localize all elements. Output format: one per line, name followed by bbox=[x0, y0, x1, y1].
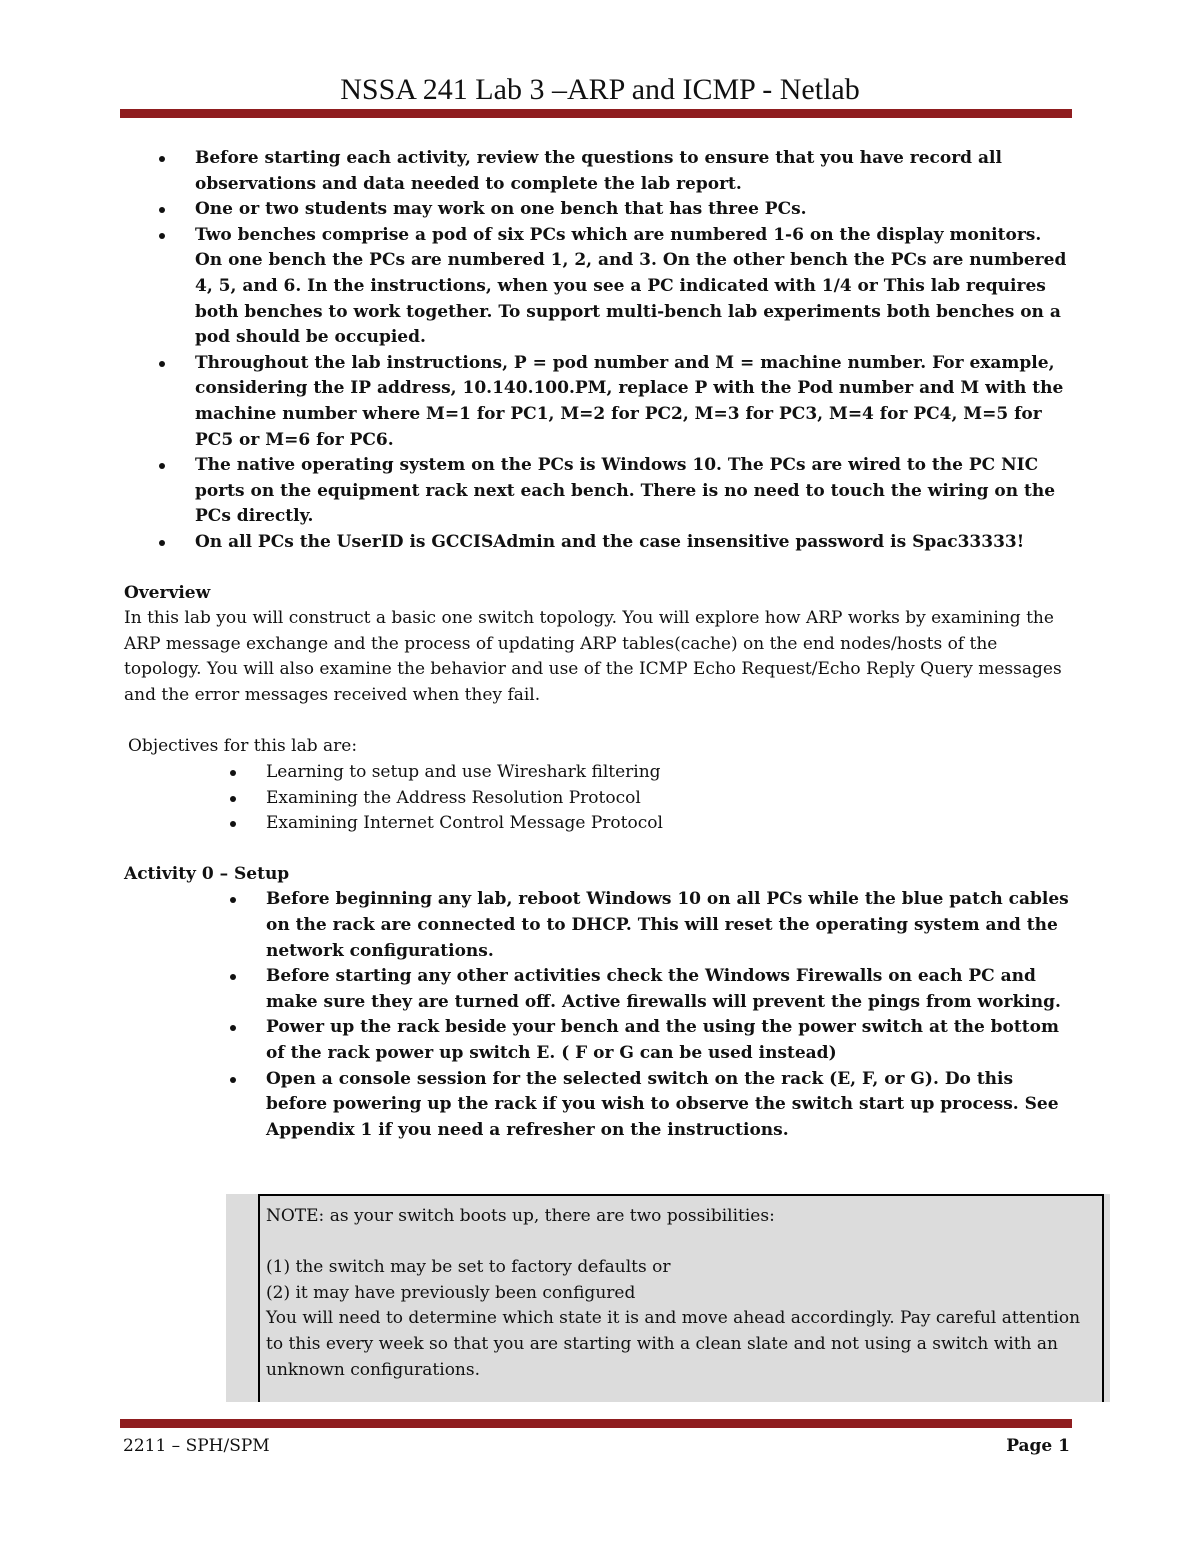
list-item: On all PCs the UserID is GCCISAdmin and the case insensitive password is Spac33333! bbox=[124, 530, 1074, 556]
list-item: Before starting any other activities check the Windows Firewalls on each PC and make sure they are turned off. Active firewalls will prevent the pings from working. bbox=[124, 964, 1074, 1015]
page-content bbox=[124, 146, 1074, 1143]
list-item: Examining the Address Resolution Protocol bbox=[124, 786, 1074, 812]
overview-heading: Overview bbox=[124, 582, 211, 603]
note-line: NOTE: as your switch boots up, there are two possibilities: bbox=[266, 1206, 775, 1226]
objectives-list bbox=[124, 760, 1074, 837]
objectives-intro: Objectives for this lab are: bbox=[128, 736, 358, 757]
list-item: Before beginning any lab, reboot Windows 10 on all PCs while the blue patch cables on the rack are connected to to DHCP. This will reset the operating system and the network configurations. bbox=[124, 887, 1074, 964]
footer-course-code: 2211 – SPH/SPM bbox=[123, 1436, 270, 1456]
footer-rule bbox=[120, 1419, 1072, 1428]
list-item: The native operating system on the PCs is Windows 10. The PCs are wired to the PC NIC ports on the equipment rack next each bench. There is no need to touch the wiring on the PCs directly. bbox=[124, 453, 1074, 530]
list-item: Before starting each activity, review the questions to ensure that you have record all observations and data needed to complete the lab report. bbox=[124, 146, 1074, 197]
note-line: (1) the switch may be set to factory defaults or bbox=[266, 1257, 671, 1278]
note-line: You will need to determine which state it is and move ahead accordingly. Pay careful attention to this every week so that you are starting with a clean slate and not using a switch with an unknown configurations. bbox=[266, 1308, 1081, 1380]
document-title: NSSA 241 Lab 3 –ARP and ICMP - Netlab bbox=[340, 73, 860, 106]
list-item: One or two students may work on one bench that has three PCs. bbox=[124, 197, 1074, 223]
list-item: Examining Internet Control Message Protocol bbox=[124, 811, 1074, 837]
list-item: Power up the rack beside your bench and the using the power switch at the bottom of the rack power up switch E. ( F or G can be used instead) bbox=[124, 1015, 1074, 1066]
note-line: (2) it may have previously been configured bbox=[266, 1282, 636, 1303]
list-item: Learning to setup and use Wireshark filtering bbox=[124, 760, 1074, 786]
list-item: Two benches comprise a pod of six PCs which are numbered 1-6 on the display monitors. On one bench the PCs are numbered 1, 2, and 3. On the other bench the PCs are numbered 4, 5, and 6. In the instructions, when you see a PC indicated with 1/4 or This lab requires both benches to work together. To support multi-bench lab experiments both benches on a pod should be occupied. bbox=[124, 223, 1074, 351]
overview-paragraph: In this lab you will construct a basic one switch topology. You will explore how ARP works by examining the ARP message exchange and the process of updating ARP tables(cache) on the end nodes/hosts of the topology. You will also examine the behavior and use of the ICMP Echo Request/Echo Reply Query messages and the error messages received when they fail. bbox=[124, 608, 1062, 705]
intro-bullet-list bbox=[124, 146, 1074, 556]
list-item: Throughout the lab instructions, P = pod number and M = machine number. For example, considering the IP address, 10.140.100.PM, replace P with the Pod number and M with the machine number where M=1 for PC1, M=2 for PC2, M=3 for PC3, M=4 for PC4, M=5 for PC5 or M=6 for PC6. bbox=[124, 351, 1074, 453]
note-gap bbox=[266, 1230, 1096, 1256]
note-box bbox=[258, 1194, 1104, 1402]
note-shaded-area bbox=[226, 1194, 1110, 1402]
footer-page-number: Page 1 bbox=[1006, 1436, 1070, 1456]
activity0-heading: Activity 0 – Setup bbox=[124, 863, 290, 884]
header-rule bbox=[120, 109, 1072, 118]
list-item: Open a console session for the selected switch on the rack (E, F, or G). Do this before powering up the rack if you wish to observe the switch start up process. See Appendix 1 if you need a refresher on the instructions. bbox=[124, 1067, 1074, 1144]
activity0-list bbox=[124, 887, 1074, 1143]
